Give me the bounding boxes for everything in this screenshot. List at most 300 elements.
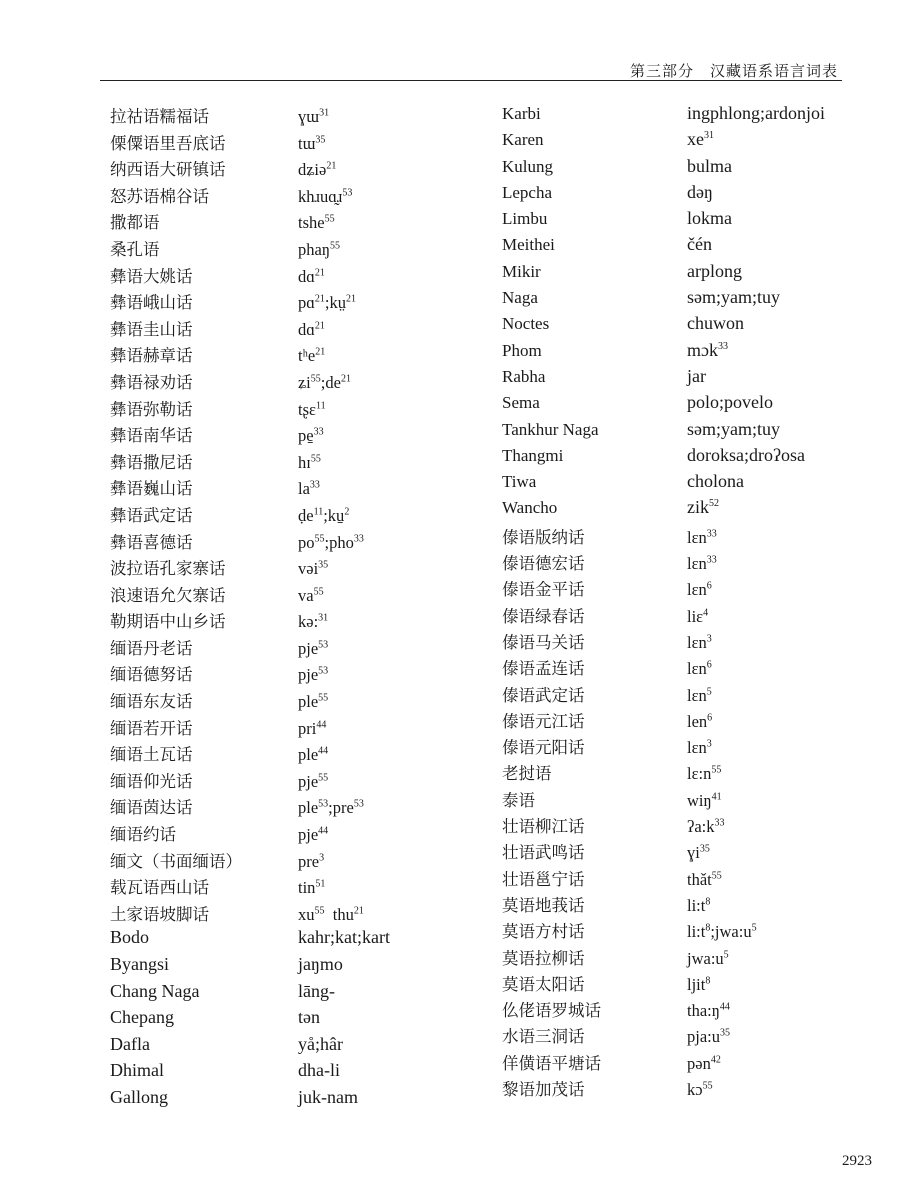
word-entry-row [110,529,390,556]
tone-superscript: 55 [310,373,321,385]
tone-superscript: 55 [702,1080,713,1092]
language-name: 老挝语 [502,764,552,784]
word-form-text: lɛn [687,738,707,758]
word-form-text: lɛn [687,685,707,705]
word-form [687,419,780,440]
word-entry-row [110,848,390,875]
word-entry-row [110,316,390,343]
word-entry-row [110,342,390,369]
word-form [298,559,328,579]
tone-superscript: 55 [324,213,335,225]
word-entry-row [502,1023,825,1049]
word-form-text: vəi [298,559,319,579]
word-form [687,445,805,466]
word-form-text: dɑ [298,266,315,286]
word-form [687,392,773,413]
language-name: Thangmi [502,445,564,465]
word-form-text: dəŋ [687,181,713,202]
word-entry-row [110,954,390,981]
word-form-text: va [298,585,314,605]
tone-superscript: 21 [314,293,325,305]
word-form-text: dha-li [298,1060,340,1081]
word-entry-row [110,289,390,316]
word-form [298,1034,343,1055]
word-form-text: yå;hâr [298,1033,343,1054]
word-form-text: lɛn [687,632,707,652]
language-name: Tiwa [502,472,537,492]
tone-superscript: 53 [318,639,329,651]
word-entry-row [502,366,825,392]
word-form [687,208,732,229]
word-entry-row [502,787,825,813]
language-name: 水语三洞话 [502,1027,585,1047]
word-form [687,870,722,890]
language-name: 莫语方村话 [502,922,585,942]
language-name: 壮语武鸣话 [502,843,585,863]
language-name: 彝语圭山话 [110,319,193,339]
language-name: 傣语版纳话 [502,527,585,547]
word-form [298,692,328,712]
word-form-part: ;pho [324,532,354,552]
language-name: 傣语孟连话 [502,659,585,679]
word-entry-row [502,471,825,497]
word-form-part: li:t [687,922,706,942]
language-name: Kulung [502,156,553,176]
word-entry-row [110,1034,390,1061]
tone-superscript: 33 [309,479,320,491]
word-form [298,320,325,340]
word-entry-row [110,449,390,476]
word-form-part: ;de [320,372,341,392]
tone-superscript: 44 [318,825,329,837]
word-form-text: liɛ [687,606,704,626]
word-form [687,580,712,600]
word-entry-row [110,1060,390,1087]
tone-superscript: 21 [315,346,326,358]
language-name: 彝语大姚话 [110,266,193,286]
language-name: 壮语柳江话 [502,817,585,837]
word-entry-row [502,287,825,313]
word-form [298,639,328,659]
language-name: 傈僳语里吾底话 [110,133,226,153]
language-name: 黎语加茂话 [502,1079,585,1099]
word-form-text: lɛ:n [687,764,712,784]
word-form-text: tha:ŋ [687,1001,720,1021]
word-form-text: juk-nam [298,1086,358,1107]
word-entry-row [110,183,390,210]
header-rule [100,80,842,81]
word-entry-row [502,629,825,655]
word-entry-row [502,682,825,708]
word-form-text: ingphlong;ardonjoi [687,103,825,123]
tone-superscript: 21 [353,905,364,917]
word-form [687,129,714,150]
word-entry-row [110,422,390,449]
tone-superscript: 41 [711,791,722,803]
word-entry-row [502,103,825,129]
language-name: 缅语茵达话 [110,798,193,818]
language-name: 土家语坡脚话 [110,904,209,924]
tone-superscript: 33 [353,533,364,544]
word-form-text: səm;yam;tuy [687,418,780,439]
word-entry-row [502,655,825,681]
language-name: 莫语太阳话 [502,974,585,994]
word-entry-row [110,396,390,423]
tone-superscript: 52 [709,498,719,510]
tone-superscript: 55 [330,240,340,252]
word-entry-row [502,760,825,786]
word-entry-row [110,688,390,715]
language-name: Limbu [502,209,548,229]
language-name: 拉祜语糯福话 [110,107,209,126]
word-entry-row [502,813,825,839]
language-name: Karen [502,130,544,150]
word-form [687,1027,730,1047]
language-name: 缅语东友话 [110,692,193,712]
word-entry-row [110,1087,390,1114]
language-name: 载瓦语西山话 [110,878,209,898]
tone-superscript: 42 [710,1054,721,1066]
word-form [687,764,721,784]
word-form-text: səm;yam;tuy [687,287,780,308]
language-name: 傣语马关话 [502,632,585,652]
language-name: 泰语 [502,790,535,810]
word-form [687,103,825,124]
word-form-text: polo;povelo [687,392,773,413]
word-entry-row [502,313,825,339]
word-entry-row [110,608,390,635]
word-form-text: kɔ [687,1079,703,1099]
word-form [687,843,710,863]
word-entry-row [502,182,825,208]
word-form-text: kahr;kat;kart [298,927,390,948]
tone-superscript: 21 [314,320,325,332]
word-form [687,287,780,308]
word-form-text: tʰe [298,346,316,366]
word-form-text: li:t [687,895,706,915]
word-form-text: kə: [298,612,319,632]
language-name: 仫佬语罗城话 [502,1001,601,1021]
tone-superscript: 55 [711,870,722,882]
tone-superscript: 33 [313,426,324,438]
right-column [502,103,825,1102]
word-entry-row [502,234,825,260]
word-form [298,134,325,154]
word-entry-row [502,392,825,418]
tone-superscript: 11 [313,506,324,518]
language-name: Meithei [502,235,555,255]
word-form-text: pja:u [687,1027,720,1047]
word-form [298,506,349,526]
word-form [687,607,708,627]
word-form [298,346,325,366]
word-form [298,160,336,180]
language-name: 傣语元阳话 [502,738,585,758]
word-entry-row [502,839,825,865]
word-form [687,471,744,492]
word-form [687,922,757,942]
language-name: 缅语德努话 [110,665,193,685]
tone-superscript: 8 [705,922,711,934]
tone-superscript: 5 [723,949,729,960]
language-name: Rabha [502,366,546,386]
tone-superscript: 55 [314,905,325,917]
running-header: 第三部分 汉藏语系语言词表 [629,62,838,80]
tone-superscript: 35 [315,134,326,146]
word-form-text: pje [298,665,319,685]
word-entry-row [110,661,390,688]
language-name: 勒期语中山乡话 [110,612,226,632]
language-name: Bodo [110,927,150,948]
word-form [298,954,343,975]
language-name: 彝语南华话 [110,426,193,446]
word-form-text: pje [298,825,319,845]
word-entry-row [110,263,390,290]
tone-superscript: 21 [345,293,356,305]
tone-superscript: 35 [720,1027,730,1039]
word-form-text: mɔk [687,339,718,360]
word-form [298,586,324,606]
tone-superscript: 31 [318,612,329,624]
word-form [298,772,328,792]
tone-superscript: 51 [315,878,326,890]
word-form [687,686,712,706]
language-name: 撒都语 [110,213,160,233]
word-entry-row [502,156,825,182]
language-name: 彝语弥勒话 [110,399,193,419]
tone-superscript: 55 [313,586,324,598]
language-name: 缅语仰光话 [110,771,193,791]
word-form-text: arplong [687,260,742,281]
word-form [687,975,710,995]
language-name: 彝语禄劝话 [110,372,193,392]
word-form-text: la [298,479,310,499]
word-form-part: ḍe [298,505,314,525]
word-entry-row [502,892,825,918]
word-entry-row [110,103,390,130]
word-form-text: ple [298,692,319,712]
word-form [298,187,352,207]
tone-superscript: 44 [719,1001,730,1013]
tone-superscript: 2 [344,506,350,518]
word-form [687,659,712,679]
word-form-part: pɑ [298,293,315,313]
language-name: Chepang [110,1007,174,1028]
word-form-text: čén [687,234,712,255]
language-name: 佯僙语平塘话 [502,1053,601,1073]
language-name: 傣语金平话 [502,580,585,600]
language-name: Mikir [502,261,541,281]
word-entry-row [110,768,390,795]
word-form [298,878,325,898]
word-entry-row [502,208,825,234]
word-entry-row [502,524,825,550]
tone-superscript: 21 [314,267,325,279]
word-form [687,1080,713,1100]
tone-superscript: 6 [706,659,712,671]
word-form-text: pje [298,638,319,658]
word-entry-row [502,1076,825,1102]
language-name: 彝语喜德话 [110,532,193,552]
word-entry-row [502,603,825,629]
tone-superscript: 55 [310,453,321,465]
language-name: Wancho [502,498,558,518]
language-name: 彝语峨山话 [110,293,193,313]
tone-superscript: 33 [706,554,717,566]
word-form-part: thu [324,904,354,924]
word-form [298,825,328,845]
word-entry-row [502,866,825,892]
word-form-text: pre [298,851,320,871]
tone-superscript: 3 [706,738,712,750]
word-form [298,400,326,420]
word-form-text: jar [687,365,706,386]
word-entry-row [110,475,390,502]
tone-superscript: 31 [704,130,714,142]
tone-superscript: 33 [718,340,728,352]
word-form-text: dɑ [298,319,315,339]
word-form-text: ɣi [687,843,700,863]
word-entry-row [502,945,825,971]
word-form [298,798,364,818]
word-form [298,1060,340,1081]
word-entry-row [110,156,390,183]
word-form [298,719,326,739]
word-form-text: ɣɯ [298,107,320,126]
word-entry-row [110,901,390,928]
word-entry-row [110,555,390,582]
word-form-part: ;jwa:u [710,922,752,942]
word-entry-row [110,582,390,609]
language-name: Dafla [110,1033,150,1054]
language-name: 傣语德宏话 [502,554,585,574]
language-name: Lepcha [502,182,553,202]
word-form [298,479,320,499]
tone-superscript: 55 [318,772,329,784]
word-entry-row [110,236,390,263]
word-entry-row [502,1050,825,1076]
tone-superscript: 21 [340,373,351,385]
word-form-text: cholona [687,471,744,492]
word-form [687,712,712,732]
tone-superscript: 53 [353,798,364,810]
language-name: 莫语地莪话 [502,895,585,915]
word-entry-row [110,635,390,662]
word-form-text: tin [298,878,316,898]
word-form [687,554,717,574]
language-name: 缅文（书面缅语） [110,851,242,871]
word-form-text: tʂɛ [298,399,316,419]
tone-superscript: 44 [318,745,329,757]
word-form-text: bulma [687,155,732,176]
word-entry-row [110,981,390,1008]
word-form [687,340,728,361]
word-form-part: xu [298,904,315,924]
language-name: 傣语武定话 [502,685,585,705]
word-form [687,949,729,969]
word-entry-row [502,445,825,471]
language-name: 缅语土瓦话 [110,745,193,765]
language-name: Byangsi [110,954,170,974]
page-number: 2923 [842,1153,872,1169]
word-form [298,533,364,553]
word-entry-row [502,261,825,287]
word-form [687,156,732,177]
language-name: 傣语绿春话 [502,606,585,626]
language-name: 纳西语大研镇话 [110,160,226,180]
tone-superscript: 31 [319,107,330,119]
word-form-text: ljit [687,974,706,994]
word-entry-row [110,1007,390,1034]
word-form-text: lɛn [687,527,707,547]
word-form [687,817,724,837]
tone-superscript: 5 [751,922,757,934]
word-form [687,234,712,255]
language-name: 怒苏语棉谷话 [110,186,209,206]
word-form-part: ple [298,798,319,818]
word-form [687,313,744,334]
word-form-part: ;ku̠ [323,505,345,525]
language-name: Karbi [502,104,541,123]
word-entry-row [110,794,390,821]
language-name: Naga [502,288,538,308]
language-name: Dhimal [110,1060,164,1081]
tone-superscript: 55 [711,764,722,776]
language-name: 彝语赫章话 [110,346,193,366]
word-form [687,497,719,518]
word-form [687,1001,730,1021]
word-form [298,665,328,685]
word-form-part: ʑi [298,372,311,392]
word-form [298,927,390,948]
word-form-text: pən [687,1053,711,1073]
tone-superscript: 6 [706,580,712,592]
word-entry-row [110,874,390,901]
word-entry-row [502,576,825,602]
tone-superscript: 6 [707,712,713,724]
language-name: 彝语巍山话 [110,479,193,499]
word-form-text: ʔa:k [687,817,715,837]
word-form-text: lokma [687,208,732,229]
word-form-text: hɪ [298,452,311,472]
tone-superscript: 53 [318,798,329,810]
word-form [298,852,324,872]
word-form-text: jaŋmo [298,954,343,974]
word-form [298,905,364,925]
word-entry-row [502,497,825,523]
word-form-text: tshe [298,213,325,233]
word-form-text: ple [298,745,319,765]
language-name: 彝语武定话 [110,505,193,525]
word-form [298,981,335,1002]
word-form-text: lāng- [298,980,335,1001]
word-entry-row [502,734,825,760]
language-name: 彝语撒尼话 [110,452,193,472]
word-entry-row [110,209,390,236]
word-form [298,107,329,127]
tone-superscript: 11 [315,400,326,412]
word-form-text: pri [298,718,317,738]
tone-superscript: 21 [326,160,337,172]
tone-superscript: 33 [706,528,717,540]
word-entry-row [110,715,390,742]
word-entry-row [502,918,825,944]
word-form [298,240,340,260]
word-form [687,896,710,916]
word-form-text: chuwon [687,313,744,334]
word-entry-row [110,369,390,396]
word-form-part: ;pre [328,798,354,818]
